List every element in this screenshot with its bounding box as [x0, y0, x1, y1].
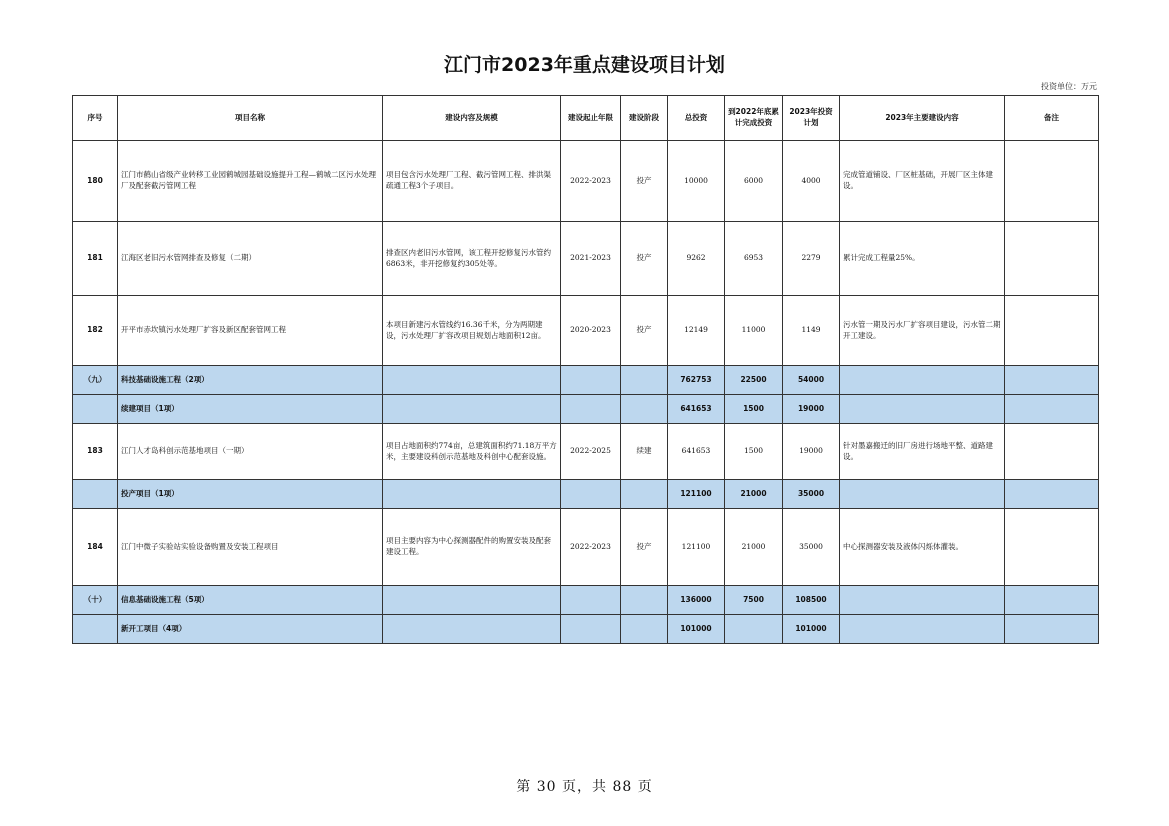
cell-total: 12149: [668, 296, 725, 366]
cell-content: [840, 586, 1005, 615]
cell-content: 完成管道铺设、厂区桩基础，开展厂区主体建设。: [840, 141, 1005, 222]
col-header-content: 2023年主要建设内容: [840, 96, 1005, 141]
cell-seq: （十）: [73, 586, 118, 615]
cell-total: 121100: [668, 480, 725, 509]
cell-scope: 项目占地面积约774亩，总建筑面积约71.18万平方米，主要建设科创示范基地及科创中心配套设施。: [383, 424, 561, 480]
cell-name: 江门市鹤山省级产业转移工业园鹤城园基础设施提升工程—鹤城二区污水处理厂及配套截污管网工程: [118, 141, 383, 222]
cell-period: [561, 615, 621, 644]
table-row: [73, 141, 1099, 222]
cell-plan: 2279: [783, 222, 840, 296]
cell-scope: 排查区内老旧污水管网，该工程开挖修复污水管约6863米，非开挖修复约305处等。: [383, 222, 561, 296]
cell-note: [1005, 395, 1099, 424]
cell-done: 22500: [725, 366, 783, 395]
cell-stage: 投产: [621, 296, 668, 366]
cell-seq: [73, 480, 118, 509]
cell-seq: （九）: [73, 366, 118, 395]
cell-plan: 35000: [783, 509, 840, 586]
page-footer: 第 30 页，共 88 页: [516, 779, 653, 795]
cell-period: 2020-2023: [561, 296, 621, 366]
cell-scope: [383, 366, 561, 395]
cell-name: 开平市赤坎镇污水处理厂扩容及新区配套管网工程: [118, 296, 383, 366]
page-title: 江门市2023年重点建设项目计划: [444, 54, 725, 76]
cell-period: [561, 480, 621, 509]
cell-total: 121100: [668, 509, 725, 586]
col-header-period: 建设起止年限: [561, 96, 621, 141]
cell-content: 中心探测器安装及液体闪烁体灌装。: [840, 509, 1005, 586]
cell-scope: 项目主要内容为中心探测器配件的购置安装及配套建设工程。: [383, 509, 561, 586]
cell-period: 2021-2023: [561, 222, 621, 296]
col-header-note: 备注: [1005, 96, 1099, 141]
cell-stage: [621, 480, 668, 509]
cell-plan: 19000: [783, 424, 840, 480]
category-row: [73, 586, 1099, 615]
cell-total: 101000: [668, 615, 725, 644]
cell-scope: 项目包含污水处理厂工程、截污管网工程、排洪渠疏通工程3个子项目。: [383, 141, 561, 222]
col-header-scope: 建设内容及规模: [383, 96, 561, 141]
cell-seq: [73, 395, 118, 424]
unit-label: 投资单位：万元: [1041, 82, 1097, 91]
cell-done: 6000: [725, 141, 783, 222]
cell-stage: [621, 366, 668, 395]
cell-done: 7500: [725, 586, 783, 615]
project-plan-table: [72, 95, 1099, 644]
cell-note: [1005, 296, 1099, 366]
cell-plan: 4000: [783, 141, 840, 222]
cell-note: [1005, 366, 1099, 395]
cell-seq: 182: [73, 296, 118, 366]
cell-period: [561, 586, 621, 615]
cell-total: 762753: [668, 366, 725, 395]
cell-name: 信息基础设施工程（5项）: [118, 586, 383, 615]
cell-stage: [621, 586, 668, 615]
cell-done: 1500: [725, 424, 783, 480]
cell-done: 21000: [725, 480, 783, 509]
cell-period: 2022-2023: [561, 509, 621, 586]
cell-done: 11000: [725, 296, 783, 366]
cell-note: [1005, 222, 1099, 296]
cell-done: 1500: [725, 395, 783, 424]
cell-stage: 续建: [621, 424, 668, 480]
subtotal-row: [73, 615, 1099, 644]
category-row: [73, 366, 1099, 395]
cell-stage: 投产: [621, 222, 668, 296]
subtotal-row: [73, 395, 1099, 424]
cell-scope: [383, 395, 561, 424]
cell-plan: 1149: [783, 296, 840, 366]
cell-plan: 35000: [783, 480, 840, 509]
header-row: [73, 96, 1099, 141]
cell-seq: 180: [73, 141, 118, 222]
cell-content: [840, 395, 1005, 424]
cell-stage: [621, 395, 668, 424]
cell-total: 9262: [668, 222, 725, 296]
cell-name: 江海区老旧污水管网排查及修复（二期）: [118, 222, 383, 296]
cell-total: 641653: [668, 395, 725, 424]
cell-content: [840, 480, 1005, 509]
cell-done: [725, 615, 783, 644]
table-row: [73, 424, 1099, 480]
cell-plan: 54000: [783, 366, 840, 395]
cell-scope: [383, 586, 561, 615]
col-header-plan: 2023年投资计划: [783, 96, 840, 141]
cell-content: 针对墨嘉搬迁的旧厂房进行场地平整、道路建设。: [840, 424, 1005, 480]
cell-name: 科技基础设施工程（2项）: [118, 366, 383, 395]
table-row: [73, 222, 1099, 296]
table-row: [73, 509, 1099, 586]
subtotal-row: [73, 480, 1099, 509]
col-header-stage: 建设阶段: [621, 96, 668, 141]
cell-name: 江门中微子实验站实验设备购置及安装工程项目: [118, 509, 383, 586]
cell-plan: 101000: [783, 615, 840, 644]
cell-plan: 108500: [783, 586, 840, 615]
cell-name: 江门人才岛科创示范基地项目（一期）: [118, 424, 383, 480]
cell-seq: 184: [73, 509, 118, 586]
cell-total: 10000: [668, 141, 725, 222]
cell-period: [561, 395, 621, 424]
cell-note: [1005, 424, 1099, 480]
cell-note: [1005, 480, 1099, 509]
cell-name: 续建项目（1项）: [118, 395, 383, 424]
cell-period: 2022-2023: [561, 141, 621, 222]
cell-done: 6953: [725, 222, 783, 296]
cell-stage: 投产: [621, 141, 668, 222]
cell-plan: 19000: [783, 395, 840, 424]
cell-period: [561, 366, 621, 395]
cell-period: 2022-2025: [561, 424, 621, 480]
cell-content: [840, 615, 1005, 644]
col-header-done: 到2022年底累计完成投资: [725, 96, 783, 141]
cell-seq: [73, 615, 118, 644]
cell-total: 136000: [668, 586, 725, 615]
cell-name: 新开工项目（4项）: [118, 615, 383, 644]
table-row: [73, 296, 1099, 366]
col-header-seq: 序号: [73, 96, 118, 141]
cell-stage: 投产: [621, 509, 668, 586]
cell-content: 累计完成工程量25%。: [840, 222, 1005, 296]
cell-content: [840, 366, 1005, 395]
cell-content: 污水管一期及污水厂扩容项目建设，污水管二期开工建设。: [840, 296, 1005, 366]
cell-seq: 183: [73, 424, 118, 480]
cell-name: 投产项目（1项）: [118, 480, 383, 509]
col-header-name: 项目名称: [118, 96, 383, 141]
cell-total: 641653: [668, 424, 725, 480]
cell-note: [1005, 586, 1099, 615]
cell-note: [1005, 615, 1099, 644]
cell-note: [1005, 509, 1099, 586]
cell-scope: 本项目新建污水管线约16.36千米，分为两期建设，污水处理厂扩容改项目规划占地面积12亩。: [383, 296, 561, 366]
cell-stage: [621, 615, 668, 644]
cell-done: 21000: [725, 509, 783, 586]
col-header-total: 总投资: [668, 96, 725, 141]
cell-seq: 181: [73, 222, 118, 296]
cell-scope: [383, 480, 561, 509]
cell-scope: [383, 615, 561, 644]
cell-note: [1005, 141, 1099, 222]
